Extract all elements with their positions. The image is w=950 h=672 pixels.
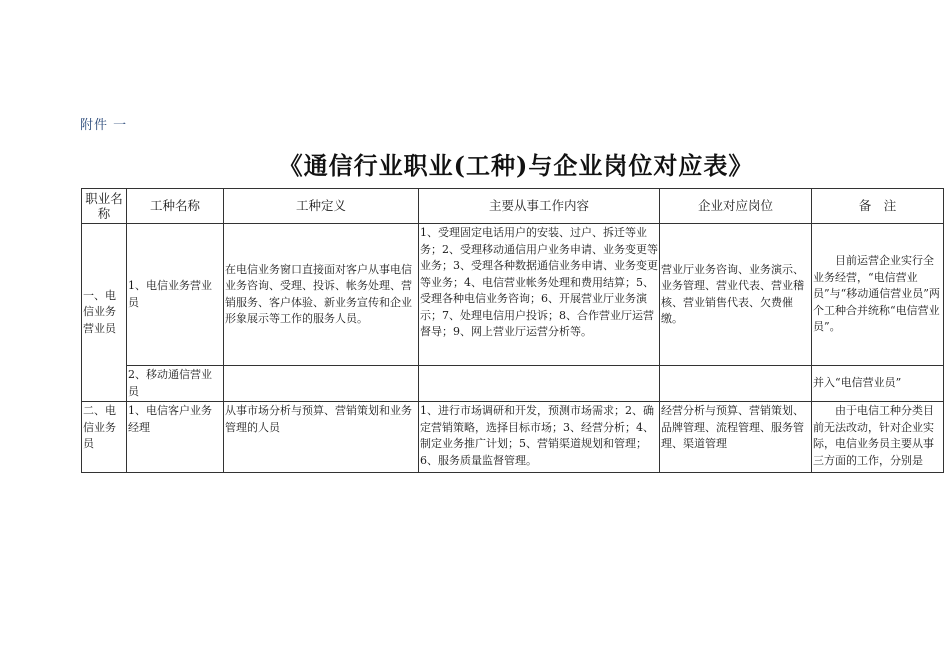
notes-cell: 由于电信工种分类目前无法改动，针对企业实际，电信业务员主要从事三方面的工作，分别是 [812, 402, 944, 473]
positions-cell [660, 366, 812, 402]
duties-cell [419, 366, 660, 402]
definition-cell: 从事市场分析与预算、营销策划和业务管理的人员 [224, 402, 419, 473]
trade-cell: 2、移动通信营业员 [127, 366, 224, 402]
header-duties: 主要从事工作内容 [419, 189, 660, 224]
positions-cell: 营业厅业务咨询、业务演示、业务管理、营业代表、营业稽核、营业销售代表、欠费催缴。 [660, 224, 812, 366]
header-positions: 企业对应岗位 [660, 189, 812, 224]
definition-cell: 在电信业务窗口直接面对客户从事电信业务咨询、受理、投诉、帐务处理、营销服务、客户体验、新业务宣传和企业形象展示等工作的服务人员。 [224, 224, 419, 366]
occupation-cell: 二、电信业务员 [82, 402, 127, 473]
table-row [82, 224, 944, 366]
header-trade: 工种名称 [127, 189, 224, 224]
definition-cell [224, 366, 419, 402]
notes-cell: 目前运营企业实行全业务经营，“电信营业员”与“移动通信营业员”两个工种合并统称“电信营业员”。 [812, 224, 944, 366]
notes-cell: 并入“电信营业员” [812, 366, 944, 402]
header-occupation: 职业名称 [82, 189, 127, 224]
header-definition: 工种定义 [224, 189, 419, 224]
header-notes: 备 注 [812, 189, 944, 224]
trade-cell: 1、电信业务营业员 [127, 224, 224, 366]
duties-cell: 1、受理固定电话用户的安装、过户、拆迁等业务；2、受理移动通信用户业务申请、业务变更等业务；3、受理各种数据通信业务申请、业务变更等业务；4、电信营业帐务处理和费用结算；5、受理各种电信业务咨询；6、开展营业厅业务演示；7、处理电信用户投诉；8、合作营业厅运营督导；9、网上营业厅运营分析等。 [419, 224, 660, 366]
attachment-label: 附件 一 [80, 118, 128, 133]
duties-cell: 1、进行市场调研和开发，预测市场需求；2、确定营销策略，选择目标市场；3、经营分析；4、制定业务推广计划；5、营销渠道规划和管理；6、服务质量监督管理。 [419, 402, 660, 473]
table-row [82, 366, 944, 402]
occupation-mapping-table [81, 188, 944, 473]
table-row [82, 402, 944, 473]
table-header-row [82, 189, 944, 224]
document-title: 《通信行业职业(工种)与企业岗位对应表》 [278, 151, 754, 180]
trade-cell: 1、电信客户业务经理 [127, 402, 224, 473]
occupation-cell: 一、电信业务营业员 [82, 224, 127, 402]
positions-cell: 经营分析与预算、营销策划、品牌管理、流程管理、服务管理、渠道管理 [660, 402, 812, 473]
